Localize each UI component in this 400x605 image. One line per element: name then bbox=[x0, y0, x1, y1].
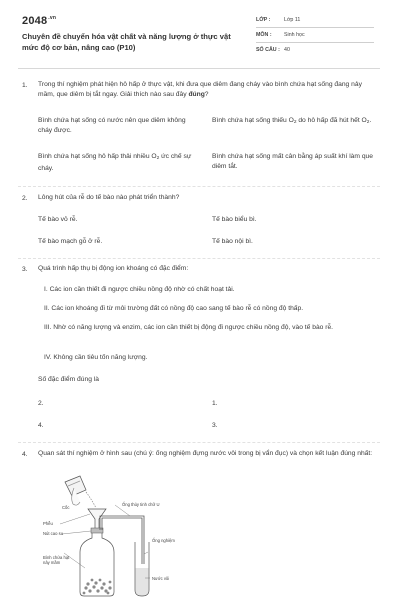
answer-option-d[interactable]: Tế bào nội bì. bbox=[212, 238, 253, 245]
statement-item: III. Nhờ có năng lượng và enzim, các ion cần thiết bị động đi ngược chiều nồng độ, vào tế bào rễ. bbox=[44, 324, 334, 331]
logo-suffix: .vn bbox=[48, 15, 57, 21]
statement-item: I. Các ion cần thiết đi ngược chiều nồng độ nhờ có chất hoạt tải. bbox=[44, 286, 235, 293]
experiment-figure bbox=[40, 472, 180, 600]
option-text: . bbox=[369, 117, 372, 124]
question-stem: Lông hút của rễ do tế bào nào phát triển thành? bbox=[38, 194, 180, 201]
answer-option-c[interactable] bbox=[38, 152, 200, 174]
option-text: Bình chứa hạt sống có nước nên que diêm không cháy được. bbox=[38, 117, 186, 134]
question-divider bbox=[18, 258, 380, 259]
answer-option-a[interactable]: 2. bbox=[38, 400, 44, 407]
subscript: 2 bbox=[156, 156, 160, 161]
answer-option-c[interactable]: Tế bào mạch gỗ ở rễ. bbox=[38, 238, 103, 245]
meta-value: Lớp 11 bbox=[284, 17, 301, 23]
meta-divider bbox=[256, 42, 374, 43]
answer-option-b[interactable]: Tế bào biểu bì. bbox=[212, 216, 257, 223]
site-logo[interactable] bbox=[22, 15, 56, 27]
seeds-drawing bbox=[83, 579, 112, 595]
option-text: Bình chứa hạt sống mất cân bằng áp suất khí làm que diêm tắt. bbox=[212, 153, 373, 170]
question-stem: Quan sát thí nghiệm ở hình sau (chú ý: ống nghiệm đựng nước vôi trong bị vẩn đục) và chọn kết luận đúng nhất: bbox=[38, 450, 373, 457]
figure-label-limewater: Nước vôi bbox=[152, 576, 170, 581]
question-stem: Quá trình hấp thụ bị động ion khoáng có đặc điểm: bbox=[38, 265, 189, 272]
subscript: 2 bbox=[293, 120, 297, 125]
answer-option-a[interactable]: Tế bào vỏ rễ. bbox=[38, 216, 78, 223]
flask-drawing bbox=[80, 533, 114, 596]
statement-item: IV. Không cần tiêu tốn năng lượng. bbox=[44, 354, 148, 361]
figure-label-cup: Cốc bbox=[62, 505, 70, 510]
stem-end: ? bbox=[204, 91, 209, 98]
answer-option-b[interactable] bbox=[212, 116, 378, 128]
figure-label-u-tube: Ống thủy tinh chữ U bbox=[122, 502, 160, 507]
figure-label-stopper: Nút cao su bbox=[43, 531, 64, 536]
document-title: Chuyên đề chuyển hóa vật chất và năng lượng ở thực vật mức độ cơ bản, nâng cao (P10) bbox=[22, 32, 231, 52]
meta-value: 40 bbox=[284, 47, 290, 53]
statement-item: II. Các ion khoáng đi từ môi trường đất có nồng độ cao sang tế bào rễ có nồng độ thấp. bbox=[44, 305, 304, 312]
question-number: 4. bbox=[22, 451, 28, 458]
question-number: 1. bbox=[22, 82, 28, 89]
option-text: Bình chứa hạt sống hô hấp thải nhiều O bbox=[38, 153, 157, 160]
answer-option-d[interactable] bbox=[212, 152, 378, 172]
figure-label-funnel: Phễu bbox=[43, 521, 53, 526]
question-number: 3. bbox=[22, 266, 28, 273]
cup-drawing bbox=[65, 476, 96, 508]
stem-emphasis: đúng bbox=[188, 91, 205, 98]
answer-option-a[interactable] bbox=[38, 116, 198, 136]
question-divider bbox=[18, 186, 380, 187]
question-number: 2. bbox=[22, 195, 28, 202]
question-prompt: Số đặc điểm đúng là bbox=[38, 376, 99, 383]
question-stem bbox=[38, 80, 378, 100]
meta-value: Sinh học bbox=[284, 32, 305, 38]
option-text: ức chế sự cháy. bbox=[38, 153, 192, 172]
answer-option-d[interactable]: 3. bbox=[212, 422, 218, 429]
option-text: do hô hấp đã hút hết O bbox=[296, 117, 367, 124]
option-text: Bình chứa hạt sống thiếu O bbox=[212, 117, 294, 124]
subscript: 2 bbox=[366, 120, 370, 125]
answer-option-b[interactable]: 1. bbox=[212, 400, 218, 407]
question-divider bbox=[18, 442, 380, 443]
funnel-drawing bbox=[88, 509, 106, 530]
answer-option-c[interactable]: 4. bbox=[38, 422, 44, 429]
figure-label-test-tube: Ống nghiệm bbox=[152, 538, 175, 543]
figure-label-flask: Bình chứa hạt nảy mầm bbox=[43, 555, 70, 565]
stopper-drawing bbox=[91, 528, 103, 533]
meta-key: SỐ CÂU : bbox=[256, 47, 280, 53]
meta-key: LỚP : bbox=[256, 17, 271, 23]
header-divider bbox=[18, 68, 380, 69]
meta-divider bbox=[256, 27, 374, 28]
logo-text: 2048 bbox=[22, 15, 48, 27]
meta-key: MÔN : bbox=[256, 32, 272, 38]
stem-text: Trong thí nghiệm phát hiện hô hấp ở thực vật, khi đưa que diêm đang cháy vào bình chứa hạt sống đang nảy mầm, que diêm bị tắt ngay. Giải thích nào sau đây bbox=[38, 81, 362, 98]
